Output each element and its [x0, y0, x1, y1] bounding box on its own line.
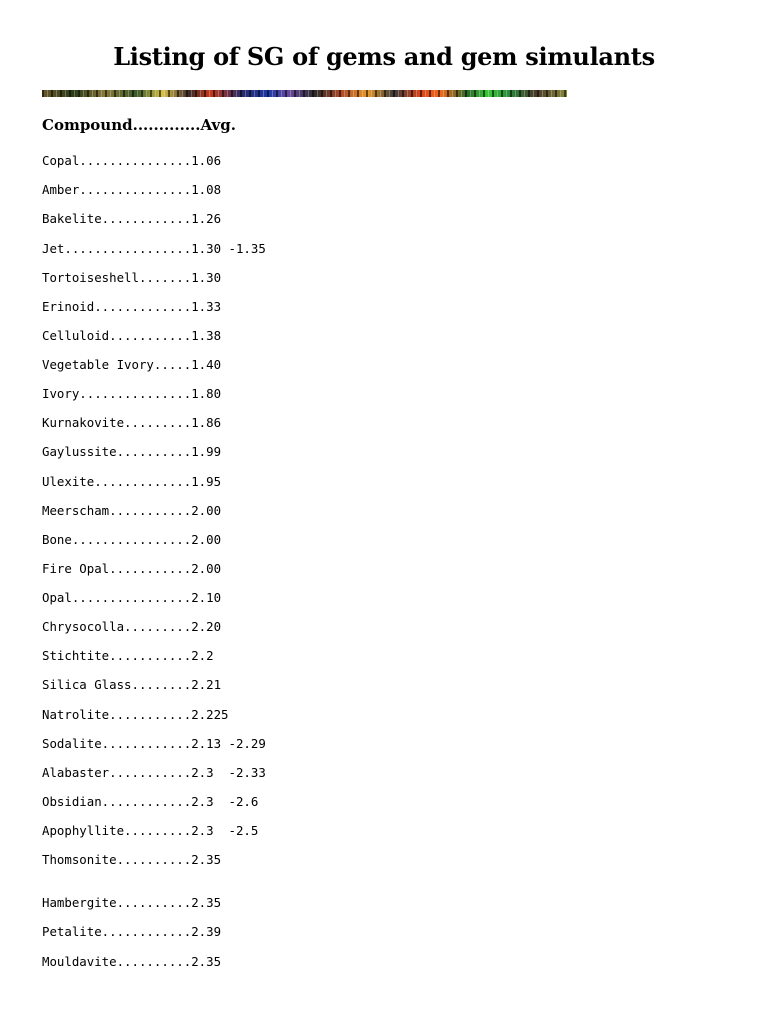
list-item: Fire Opal...........2.00	[42, 561, 222, 576]
list-item: Kurnakovite.........1.86	[42, 415, 222, 430]
list-item: Celluloid...........1.38	[42, 328, 222, 343]
list-item: Obsidian............2.3 -2.6	[42, 794, 259, 809]
list-item: Gaylussite..........1.99	[42, 444, 222, 459]
list-item: Bakelite............1.26	[42, 211, 222, 226]
list-item: Ulexite.............1.95	[42, 474, 222, 489]
list-item: Mouldavite..........2.35	[42, 954, 222, 969]
decorative-gem-bar	[42, 90, 567, 97]
list-item: Silica Glass........2.21	[42, 677, 222, 692]
list-item: Apophyllite.........2.3 -2.5	[42, 823, 259, 838]
list-item: Hambergite..........2.35	[42, 895, 222, 910]
list-item: Petalite............2.39	[42, 924, 222, 939]
list-item: Meerscham...........2.00	[42, 503, 222, 518]
list-item: Amber...............1.08	[42, 182, 222, 197]
list-item: Erinoid.............1.33	[42, 299, 222, 314]
list-item: Sodalite............2.13 -2.29	[42, 736, 266, 751]
list-item: Alabaster...........2.3 -2.33	[42, 765, 266, 780]
list-item: Natrolite...........2.225	[42, 707, 229, 722]
list-item: Copal...............1.06	[42, 153, 222, 168]
list-item: Ivory...............1.80	[42, 386, 222, 401]
list-item: Opal................2.10	[42, 590, 222, 605]
list-item: Chrysocolla.........2.20	[42, 619, 222, 634]
list-item: Bone................2.00	[42, 532, 222, 547]
list-item: Tortoiseshell.......1.30	[42, 270, 222, 285]
list-item: Vegetable Ivory.....1.40	[42, 357, 222, 372]
list-item: Stichtite...........2.2	[42, 648, 214, 663]
list-item: Thomsonite..........2.35	[42, 852, 222, 867]
page-title: Listing of SG of gems and gem simulants	[113, 42, 655, 71]
column-header: Compound.............Avg.	[42, 116, 236, 134]
list-item: Jet.................1.30 -1.35	[42, 241, 266, 256]
